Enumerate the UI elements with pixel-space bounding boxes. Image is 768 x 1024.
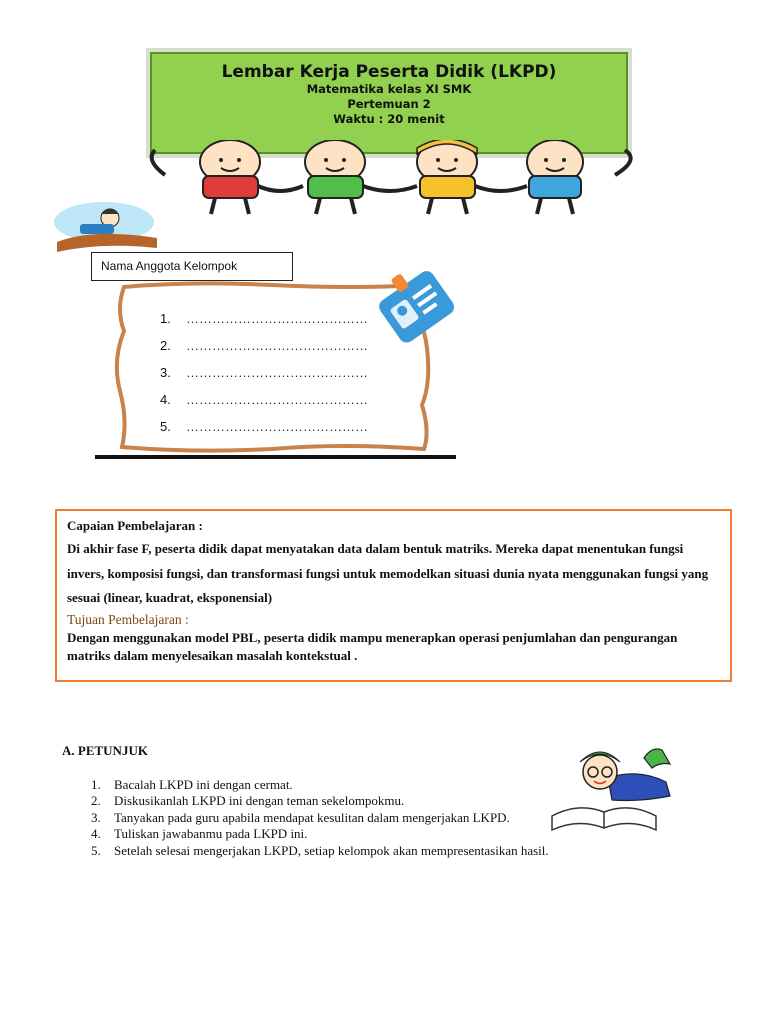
member-row: [160, 365, 368, 392]
item-number: 5.: [91, 842, 101, 858]
member-number: 2.: [160, 338, 171, 353]
instructions-heading: A. PETUNJUK: [62, 743, 148, 758]
item-text: Tuliskan jawabanmu pada LKPD ini.: [114, 826, 308, 842]
member-blank: ……………………………………: [186, 392, 368, 407]
child-reading-illustration: [52, 198, 162, 254]
instructions-list: [91, 777, 549, 859]
list-item: [91, 843, 549, 859]
subject-subtitle: Matematika kelas XI SMK: [306, 82, 472, 96]
member-row: [160, 311, 368, 338]
item-number: 3.: [91, 809, 101, 825]
member-number: 5.: [160, 419, 171, 434]
member-row: [160, 392, 368, 419]
member-blank: ……………………………………: [186, 365, 368, 380]
item-number: 1.: [91, 777, 101, 792]
member-blank: ……………………………………: [186, 419, 368, 434]
divider-line: [95, 455, 456, 459]
member-row: [160, 419, 368, 446]
worksheet-title: Lembar Kerja Peserta Didik (LKPD): [221, 62, 557, 82]
meeting-label: Pertemuan 2: [347, 97, 431, 111]
id-card-icon: [370, 262, 462, 344]
member-number: 4.: [160, 392, 171, 407]
item-text: Bacalah LKPD ini dengan cermat.: [114, 777, 293, 792]
item-text: Tanyakan pada guru apabila mendapat kesulitan dalam mengerjakan LKPD.: [114, 809, 510, 825]
member-number: 1.: [160, 311, 171, 326]
list-item: [91, 826, 549, 842]
member-blank: ……………………………………: [186, 311, 368, 326]
learning-outcomes-box: [55, 509, 732, 682]
item-text: Diskusikanlah LKPD ini dengan teman sekelompokmu.: [114, 793, 405, 809]
list-item: [91, 777, 549, 793]
capaian-text: Di akhir fase F, peserta didik dapat menyatakan data dalam bentuk matriks. Mereka dapat menentukan fungsi invers, komposisi fungsi, dan transformasi fungsi untuk memodelkan situasi dunia nyata menggunakan fungsi yang sesuai (linear, kuadrat, eksponensial): [67, 541, 709, 605]
student-reading-book-illustration: [548, 738, 676, 834]
group-members-label: Nama Anggota Kelompok: [91, 252, 293, 281]
list-item: [91, 793, 549, 809]
list-item: [91, 810, 549, 826]
item-text: Setelah selesai mengerjakan LKPD, setiap kelompok akan mempresentasikan hasil.: [114, 842, 549, 858]
capaian-heading: Capaian Pembelajaran :: [67, 518, 203, 533]
item-number: 2.: [91, 793, 101, 809]
tujuan-text: Dengan menggunakan model PBL, peserta didik mampu menerapkan operasi penjumlahan dan pengurangan matriks dalam menyelesaikan masalah kontekstual .: [67, 629, 678, 663]
member-list: [160, 311, 368, 446]
item-number: 4.: [91, 826, 101, 842]
member-blank: ……………………………………: [186, 338, 368, 353]
title-banner: [150, 52, 628, 154]
tujuan-heading: Tujuan Pembelajaran :: [67, 611, 189, 627]
time-label: Waktu : 20 menit: [333, 112, 445, 126]
member-row: [160, 338, 368, 365]
member-number: 3.: [160, 365, 171, 380]
kids-holding-hands-illustration: [135, 140, 645, 222]
